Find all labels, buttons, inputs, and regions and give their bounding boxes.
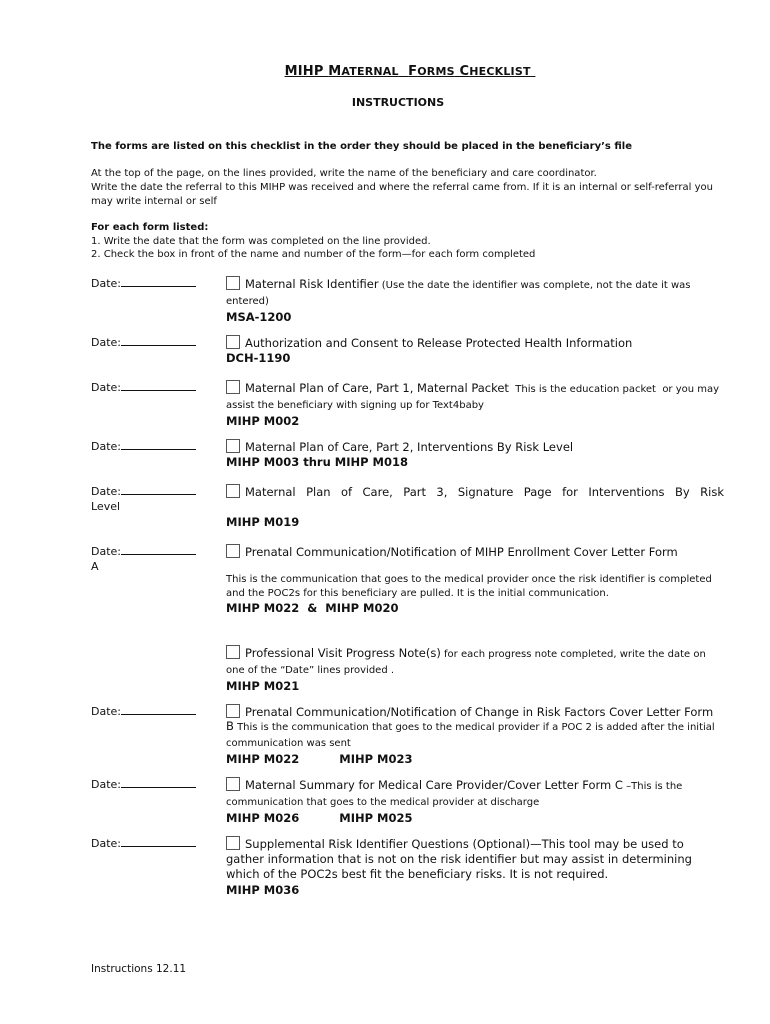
form-name: Maternal Plan of Care, Part 3, Signature Page for Interventions By Risk <box>245 485 724 499</box>
checkbox[interactable] <box>226 544 240 558</box>
page-title: MIHP MATERNAL FORMS CHECKLIST <box>284 64 531 79</box>
form-name: Maternal Plan of Care, Part 1, Maternal Packet <box>245 381 509 395</box>
date-field[interactable]: Date: <box>91 439 221 454</box>
form-code: DCH-1190 <box>226 351 291 365</box>
form-item-m026-m025 <box>226 777 724 825</box>
form-item-dch-1190 <box>226 335 724 365</box>
checkbox[interactable] <box>226 380 240 394</box>
form-note: (Use the date the identifier was complete, not the date it was entered) <box>226 280 691 307</box>
form-name: Maternal Risk Identifier <box>245 277 379 291</box>
form-item-m002 <box>226 380 724 428</box>
checkbox[interactable] <box>226 484 240 498</box>
form-name: Authorization and Consent to Release Protected Health Information <box>245 336 633 350</box>
footer-version: Instructions 12.11 <box>91 963 187 975</box>
checkbox[interactable] <box>226 335 240 349</box>
form-item-m022-m020 <box>226 544 724 615</box>
form-item-m003-m018 <box>226 439 724 469</box>
date-field[interactable]: Date: <box>91 836 221 851</box>
date-field[interactable]: Date: <box>91 276 221 291</box>
form-name: Prenatal Communication/Notification of Change in Risk Factors Cover Letter Form B <box>226 705 714 733</box>
form-note: –This is the communication that goes to the medical provider at discharge <box>226 781 683 808</box>
form-code: MIHP M036 <box>226 883 300 897</box>
step-2: 2. Check the box in front of the name and number of the form—for each form completed <box>91 249 536 260</box>
form-code: MIHP M002 <box>226 414 300 428</box>
date-extra: Level <box>91 500 121 513</box>
form-note: This is the communication that goes to the medical provider if a POC 2 is added after the initial communication was sent <box>226 722 715 749</box>
checkbox[interactable] <box>226 645 240 659</box>
checkbox[interactable] <box>226 836 240 850</box>
form-note: This is the communication that goes to the medical provider once the risk identifier is completed and the POC2s for this beneficiary are pulled. It is the initial communication. <box>226 574 712 599</box>
date-field[interactable]: Date: <box>91 704 221 719</box>
form-note: This is the education packet or you may assist the beneficiary with signing up for Text4baby <box>226 384 723 411</box>
form-code: MIHP M022 MIHP M023 <box>226 752 413 766</box>
form-name: Professional Visit Progress Note(s) <box>245 646 441 660</box>
date-field[interactable]: Date: Level <box>91 484 221 514</box>
form-code: MIHP M022 & MIHP M020 <box>226 601 399 615</box>
form-item-m022-m023 <box>226 704 724 766</box>
form-note: for each progress note completed, write the date on one of the “Date” lines provided . <box>226 649 706 676</box>
checkbox[interactable] <box>226 439 240 453</box>
instructions-paragraph <box>91 167 731 209</box>
form-item-m036 <box>226 836 724 898</box>
checkbox[interactable] <box>226 704 240 718</box>
order-note: The forms are listed on this checklist in the order they should be placed in the beneficiary’s file <box>91 141 632 152</box>
date-field[interactable]: Date: <box>91 380 221 395</box>
date-extra: A <box>91 560 99 573</box>
form-code: MIHP M026 MIHP M025 <box>226 811 413 825</box>
checkbox[interactable] <box>226 276 240 290</box>
instructions-heading: INSTRUCTIONS <box>351 96 445 109</box>
instruction-line: Write the date the referral to this MIHP was received and where the referral came from. If it is an internal or self-referral you may write internal or self <box>91 182 713 207</box>
date-field[interactable]: Date: <box>91 335 221 350</box>
instruction-line: At the top of the page, on the lines provided, write the name of the beneficiary and care coordinator. <box>91 168 597 179</box>
form-code: MIHP M003 thru MIHP M018 <box>226 455 409 469</box>
form-name: Supplemental Risk Identifier Questions (Optional)—This tool may be used to gather information that is not on the risk identifier but may assist in determining which of the POC2s best fit the beneficiary risks. It is not required. <box>226 837 692 881</box>
form-code: MIHP M021 <box>226 679 300 693</box>
step-1: 1. Write the date that the form was completed on the line provided. <box>91 235 431 247</box>
form-name: Maternal Plan of Care, Part 2, Interventions By Risk Level <box>245 440 574 454</box>
form-code: MSA-1200 <box>226 310 292 324</box>
form-name: Maternal Summary for Medical Care Provider/Cover Letter Form C <box>245 778 623 792</box>
checkbox[interactable] <box>226 777 240 791</box>
date-field[interactable]: Date: A <box>91 544 221 574</box>
form-item-m019 <box>226 484 724 529</box>
form-item-m021 <box>226 645 724 693</box>
for-each-heading: For each form listed: <box>91 222 209 233</box>
form-code: MIHP M019 <box>226 515 300 529</box>
form-name: Prenatal Communication/Notification of MIHP Enrollment Cover Letter Form <box>245 545 678 559</box>
for-each-form-steps <box>91 221 731 262</box>
date-field[interactable]: Date: <box>91 777 221 792</box>
form-item-msa-1200 <box>226 276 724 324</box>
